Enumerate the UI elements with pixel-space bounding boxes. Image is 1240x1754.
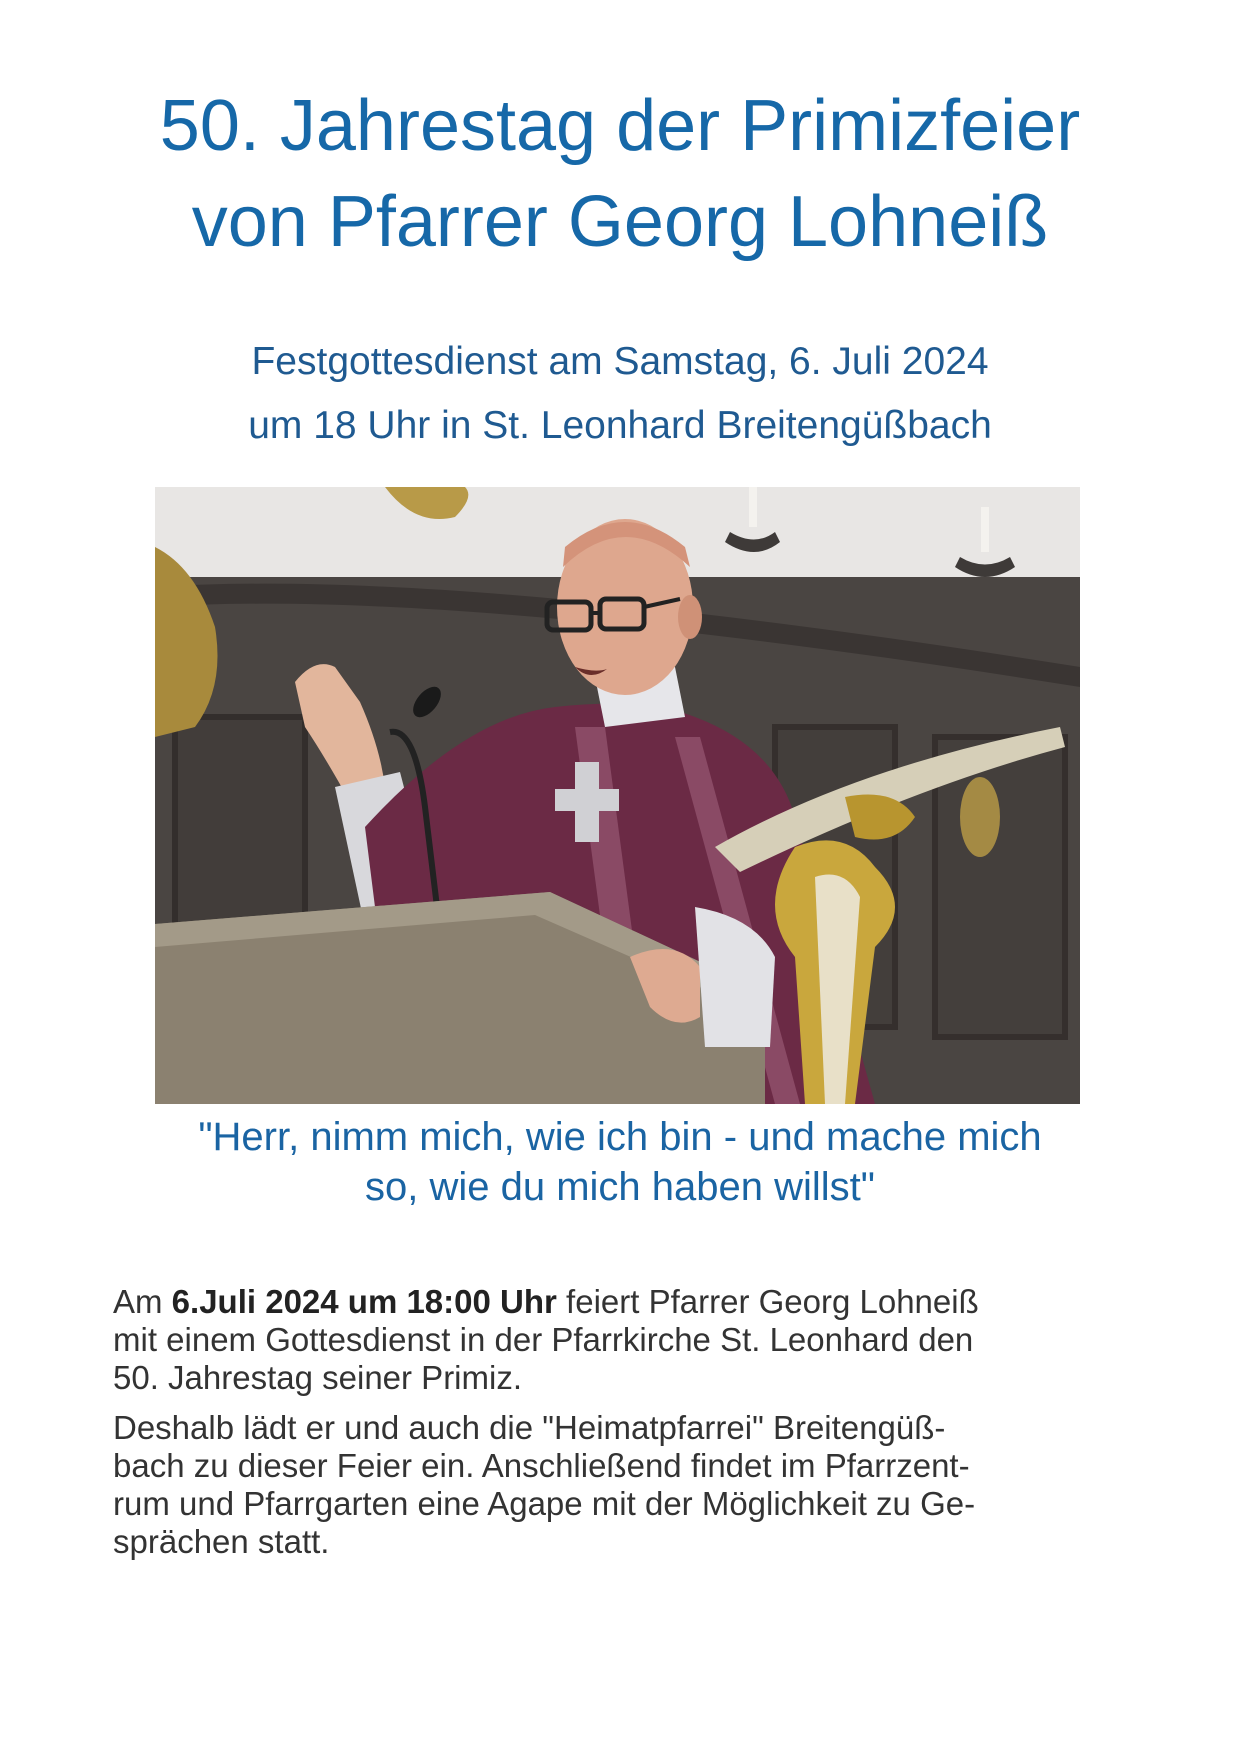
invitation-line-1: Deshalb lädt er und auch die "Heimatpfarrei" Breitengüß-: [113, 1409, 946, 1446]
body-text: [113, 1283, 1133, 1573]
title-line-2: von Pfarrer Georg Lohneiß: [191, 182, 1049, 262]
quote-line-1: "Herr, nimm mich, wie ich bin - und mache mich: [198, 1115, 1042, 1159]
page-title: [0, 78, 1240, 270]
title-line-1: 50. Jahrestag der Primizfeier: [159, 86, 1081, 166]
announcement-line-3: 50. Jahrestag seiner Primiz.: [113, 1359, 523, 1396]
invitation-line-2: bach zu dieser Feier ein. Anschließend findet im Pfarrzent-: [113, 1447, 970, 1484]
event-location-line: um 18 Uhr in St. Leonhard Breitengüßbach: [248, 404, 992, 447]
paragraph-invitation: [113, 1409, 1133, 1561]
invitation-line-4: sprächen statt.: [113, 1523, 330, 1560]
bible-quote: [0, 1112, 1240, 1212]
announcement-line-1: [113, 1283, 1133, 1321]
announcement-date-time: 6.Juli 2024 um 18:00 Uhr: [171, 1283, 557, 1320]
announcement-suffix: feiert Pfarrer Georg Lohneiß: [556, 1283, 979, 1320]
announcement-line-2: mit einem Gottesdienst in der Pfarrkirche St. Leonhard den: [113, 1321, 974, 1358]
priest-illustration: [155, 487, 1080, 1104]
priest-photo: [155, 487, 1080, 1104]
paragraph-announcement: [113, 1283, 1133, 1397]
event-date-line: Festgottesdienst am Samstag, 6. Juli 2024: [251, 340, 989, 383]
quote-line-2: so, wie du mich haben willst": [365, 1165, 875, 1209]
invitation-line-3: rum und Pfarrgarten eine Agape mit der Möglichkeit zu Ge-: [113, 1485, 976, 1522]
announcement-prefix: Am: [113, 1283, 172, 1320]
event-details: [0, 330, 1240, 458]
